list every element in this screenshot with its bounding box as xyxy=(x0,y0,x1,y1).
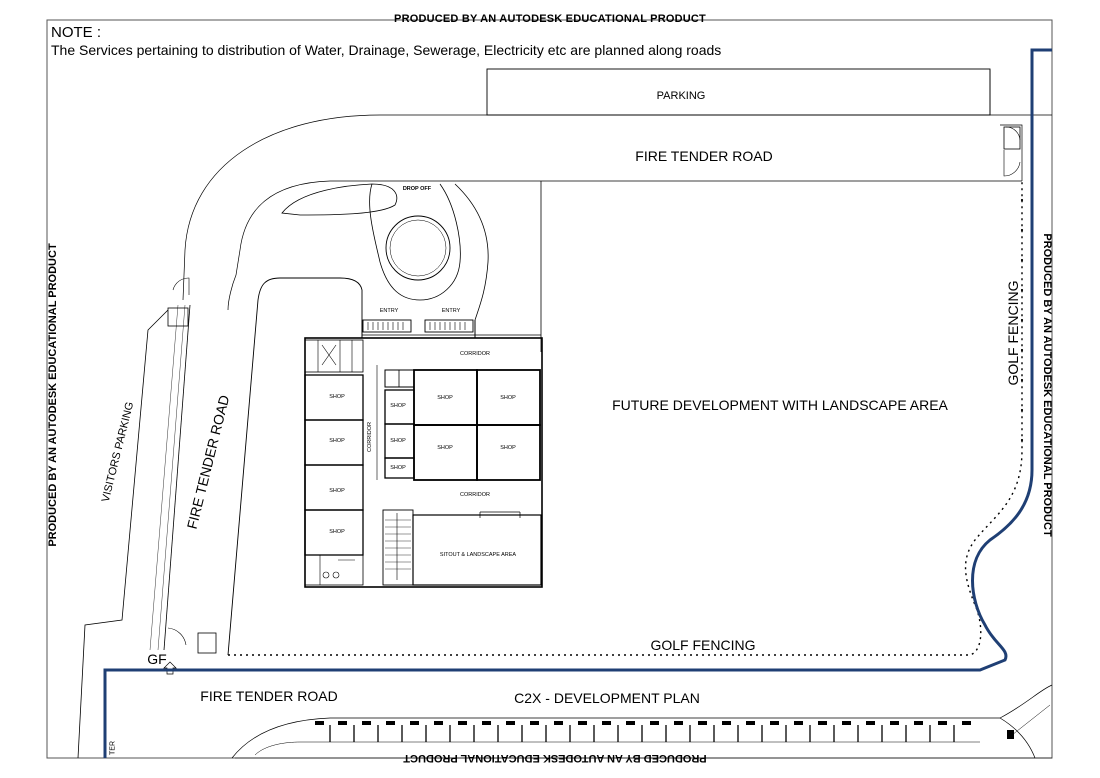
label-fire-tender-road-left: FIRE TENDER ROAD xyxy=(183,393,233,531)
parking-area xyxy=(487,69,990,115)
label-shop: SHOP xyxy=(500,395,516,401)
visitors-parking-strip xyxy=(78,310,168,758)
roundabout-island xyxy=(386,216,450,280)
gate-left-top xyxy=(168,308,188,326)
label-gf: GF xyxy=(147,651,167,667)
label-shop: SHOP xyxy=(329,529,345,535)
label-golf-fencing-bottom: GOLF FENCING xyxy=(650,637,756,653)
golf-fencing-line xyxy=(228,181,1022,655)
label-entry-2: ENTRY xyxy=(441,308,461,314)
label-drop-off: DROP OFF xyxy=(402,186,432,192)
watermark-bottom: PRODUCED BY AN AUTODESK EDUCATIONAL PRODUCT xyxy=(403,752,707,764)
label-corridor-vertical: CORRIDOR xyxy=(367,422,373,452)
label-shop: SHOP xyxy=(329,438,345,444)
label-sitout: SITOUT & LANDSCAPE AREA xyxy=(439,552,517,558)
label-shop: SHOP xyxy=(437,395,453,401)
label-fire-tender-road-bottom: FIRE TENDER ROAD xyxy=(200,688,338,704)
label-parking: PARKING xyxy=(656,90,706,102)
label-shop: SHOP xyxy=(390,403,406,409)
road-edge-right-top xyxy=(1000,125,1022,181)
label-shop: SHOP xyxy=(390,465,406,471)
watermark-left: PRODUCED BY AN AUTODESK EDUCATIONAL PRODUCT xyxy=(47,243,59,547)
label-corridor-mid: CORRIDOR xyxy=(460,492,490,498)
drop-off-lobe xyxy=(282,184,397,215)
bottom-parking-stalls xyxy=(315,721,971,725)
label-shop: SHOP xyxy=(437,445,453,451)
label-fire-tender-road-top: FIRE TENDER ROAD xyxy=(635,148,773,164)
watermark-top: PRODUCED BY AN AUTODESK EDUCATIONAL PRODUCT xyxy=(394,13,706,25)
gate-top-right xyxy=(1004,127,1020,149)
inner-road-edge xyxy=(228,181,1022,310)
roundabout-loop xyxy=(370,184,461,300)
inner-road-left xyxy=(228,278,362,655)
label-golf-fencing-right: GOLF FENCING xyxy=(1005,280,1021,386)
label-edge-text: TER xyxy=(109,741,117,755)
label-visitors-parking: VISITORS PARKING xyxy=(99,400,137,504)
note-text: The Services pertaining to distribution of Water, Drainage, Sewerage, Electricity etc are planned along roads xyxy=(51,42,722,58)
watermark-right: PRODUCED BY AN AUTODESK EDUCATIONAL PRODUCT xyxy=(1041,233,1053,537)
label-future-development: FUTURE DEVELOPMENT WITH LANDSCAPE AREA xyxy=(612,397,948,413)
label-entry-1: ENTRY xyxy=(379,308,399,314)
shopping-building xyxy=(305,320,542,587)
label-shop: SHOP xyxy=(500,445,516,451)
label-shop: SHOP xyxy=(329,488,345,494)
label-shop: SHOP xyxy=(390,438,406,444)
label-shop: SHOP xyxy=(329,394,345,400)
label-corridor-top: CORRIDOR xyxy=(460,351,490,357)
gate-gf xyxy=(198,633,216,653)
note-title: NOTE : xyxy=(51,24,102,41)
plan-title: C2X - DEVELOPMENT PLAN xyxy=(514,690,700,706)
outer-road-edge xyxy=(183,115,1052,300)
